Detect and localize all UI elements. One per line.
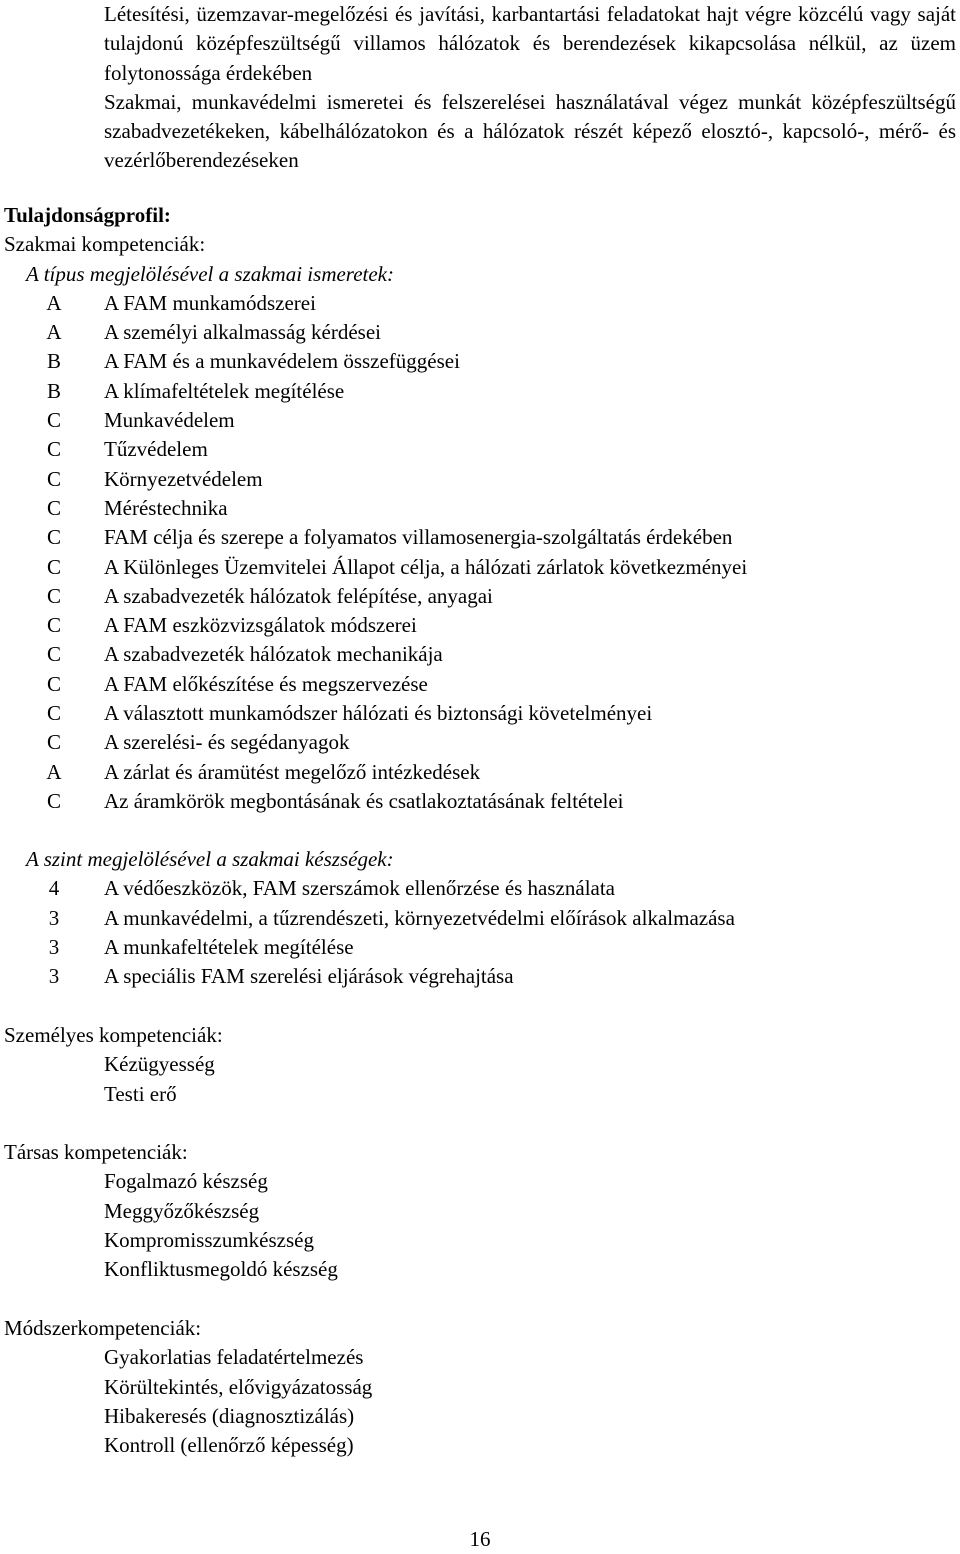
knowledge-type-code: C xyxy=(46,701,61,726)
knowledge-text: A FAM munkamódszerei xyxy=(104,290,316,315)
knowledge-text: A FAM előkészítése és megszervezése xyxy=(104,671,428,696)
knowledge-text: A Különleges Üzemvitelei Állapot célja, a hálózati zárlatok következményei xyxy=(104,554,748,579)
knowledge-type-code: C xyxy=(46,437,61,462)
professional-heading: Szakmai kompetenciák: xyxy=(4,232,206,257)
knowledge-list xyxy=(4,289,944,816)
intro-paragraph-2: Szakmai, munkavédelmi ismeretei és felszerelései használatával végez munkát középfeszültségű szabadvezetékeken, kábelhálózatokon és a hálózatok részét képező elosztó-, kapcsoló-, mérő- és vezérlőberendezéseken xyxy=(104,89,956,173)
personal-heading: Személyes kompetenciák: xyxy=(4,1023,223,1047)
social-competencies-section xyxy=(4,1138,944,1284)
knowledge-heading: A típus megjelölésével a szakmai ismeretek: xyxy=(26,261,394,286)
knowledge-type-code: C xyxy=(46,642,61,667)
method-list xyxy=(4,1343,944,1460)
knowledge-row xyxy=(4,347,944,376)
knowledge-row xyxy=(4,406,944,435)
knowledge-text: A FAM és a munkavédelem összefüggései xyxy=(104,349,460,374)
method-item: Gyakorlatias feladatértelmezés xyxy=(104,1345,364,1370)
knowledge-type-code: C xyxy=(46,583,61,608)
knowledge-type-code: C xyxy=(46,554,61,579)
skills-section xyxy=(4,845,944,991)
skill-level: 3 xyxy=(48,934,60,959)
knowledge-text: A szabadvezeték hálózatok mechanikája xyxy=(104,642,443,667)
knowledge-row xyxy=(4,465,944,494)
knowledge-row xyxy=(4,377,944,406)
knowledge-row xyxy=(4,318,944,347)
knowledge-text: Méréstechnika xyxy=(104,495,228,520)
knowledge-row xyxy=(4,553,944,582)
knowledge-type-code: C xyxy=(46,788,61,813)
social-item: Meggyőzőkészség xyxy=(104,1198,260,1223)
knowledge-row xyxy=(4,728,944,757)
knowledge-text: A választott munkamódszer hálózati és biztonsági követelményei xyxy=(104,701,653,726)
knowledge-text: Az áramkörök megbontásának és csatlakoztatásának feltételei xyxy=(104,788,624,813)
knowledge-type-code: B xyxy=(46,349,61,374)
knowledge-row xyxy=(4,787,944,816)
skill-text: A védőeszközök, FAM szerszámok ellenőrzése és használata xyxy=(104,876,616,901)
knowledge-text: Környezetvédelem xyxy=(104,466,263,491)
knowledge-text: A klímafeltételek megítélése xyxy=(104,378,345,403)
method-heading: Módszerkompetenciák: xyxy=(4,1316,202,1340)
knowledge-text: Munkavédelem xyxy=(104,408,235,433)
knowledge-text: FAM célja és szerepe a folyamatos villamosenergia-szolgáltatás érdekében xyxy=(104,525,733,550)
knowledge-text: A szabadvezeték hálózatok felépítése, anyagai xyxy=(104,583,493,608)
knowledge-row xyxy=(4,494,944,523)
personal-competencies-section xyxy=(4,1021,944,1109)
professional-competencies-section xyxy=(4,201,944,816)
knowledge-row xyxy=(4,670,944,699)
knowledge-type-code: C xyxy=(46,613,61,638)
knowledge-type-code: C xyxy=(46,495,61,520)
knowledge-row xyxy=(4,611,944,640)
knowledge-text: A személyi alkalmasság kérdései xyxy=(104,320,381,345)
skill-text: A munkafeltételek megítélése xyxy=(104,934,354,959)
knowledge-type-code: A xyxy=(46,290,62,315)
skills-list xyxy=(4,874,944,991)
method-item: Hibakeresés (diagnosztizálás) xyxy=(104,1403,355,1428)
knowledge-type-code: C xyxy=(46,408,61,433)
knowledge-row xyxy=(4,640,944,669)
knowledge-row xyxy=(4,699,944,728)
skill-row xyxy=(4,933,944,962)
personal-item: Kézügyesség xyxy=(104,1052,215,1077)
knowledge-text: A FAM eszközvizsgálatok módszerei xyxy=(104,613,417,638)
personal-item: Testi erő xyxy=(104,1081,177,1106)
skill-row xyxy=(4,962,944,991)
social-item: Kompromisszumkészség xyxy=(104,1227,314,1252)
knowledge-text: A szerelési- és segédanyagok xyxy=(104,730,350,755)
knowledge-type-code: C xyxy=(46,730,61,755)
skills-heading: A szint megjelölésével a szakmai készségek: xyxy=(26,847,394,871)
knowledge-type-code: C xyxy=(46,525,61,550)
knowledge-row xyxy=(4,523,944,552)
knowledge-type-code: C xyxy=(46,466,61,491)
social-list xyxy=(4,1167,944,1284)
personal-list xyxy=(4,1050,944,1109)
knowledge-text: A zárlat és áramütést megelőző intézkedések xyxy=(104,759,481,784)
social-heading: Társas kompetenciák: xyxy=(4,1140,188,1164)
knowledge-type-code: A xyxy=(46,759,62,784)
skill-level: 3 xyxy=(48,905,60,930)
social-item: Konfliktusmegoldó készség xyxy=(104,1257,338,1282)
knowledge-type-code: B xyxy=(46,378,61,403)
skill-row xyxy=(4,874,944,903)
knowledge-type-code: A xyxy=(46,320,62,345)
skill-row xyxy=(4,904,944,933)
page-number: 16 xyxy=(469,1527,491,1551)
skill-level: 4 xyxy=(48,876,60,901)
skill-text: A munkavédelmi, a tűzrendészeti, környezetvédelmi előírások alkalmazása xyxy=(104,905,735,930)
profile-heading: Tulajdonságprofil: xyxy=(4,203,171,227)
knowledge-row xyxy=(4,435,944,464)
knowledge-text: Tűzvédelem xyxy=(104,437,208,462)
method-item: Kontroll (ellenőrző képesség) xyxy=(104,1433,354,1458)
knowledge-row xyxy=(4,758,944,787)
skill-level: 3 xyxy=(48,964,60,989)
method-item: Körültekintés, elővigyázatosság xyxy=(104,1374,373,1399)
knowledge-type-code: C xyxy=(46,671,61,696)
knowledge-row xyxy=(4,582,944,611)
intro-paragraphs xyxy=(104,0,956,176)
social-item: Fogalmazó készség xyxy=(104,1169,268,1194)
skill-text: A speciális FAM szerelési eljárások végrehajtása xyxy=(104,964,514,989)
method-competencies-section xyxy=(4,1314,944,1460)
intro-paragraph-1: Létesítési, üzemzavar-megelőzési és javítási, karbantartási feladatokat hajt végre közcélú vagy saját tulajdonú középfeszültségű villamos hálózatok és berendezések kikapcsolása nélkül, az üzem folytonossága érdekében xyxy=(104,2,956,85)
knowledge-row xyxy=(4,289,944,318)
